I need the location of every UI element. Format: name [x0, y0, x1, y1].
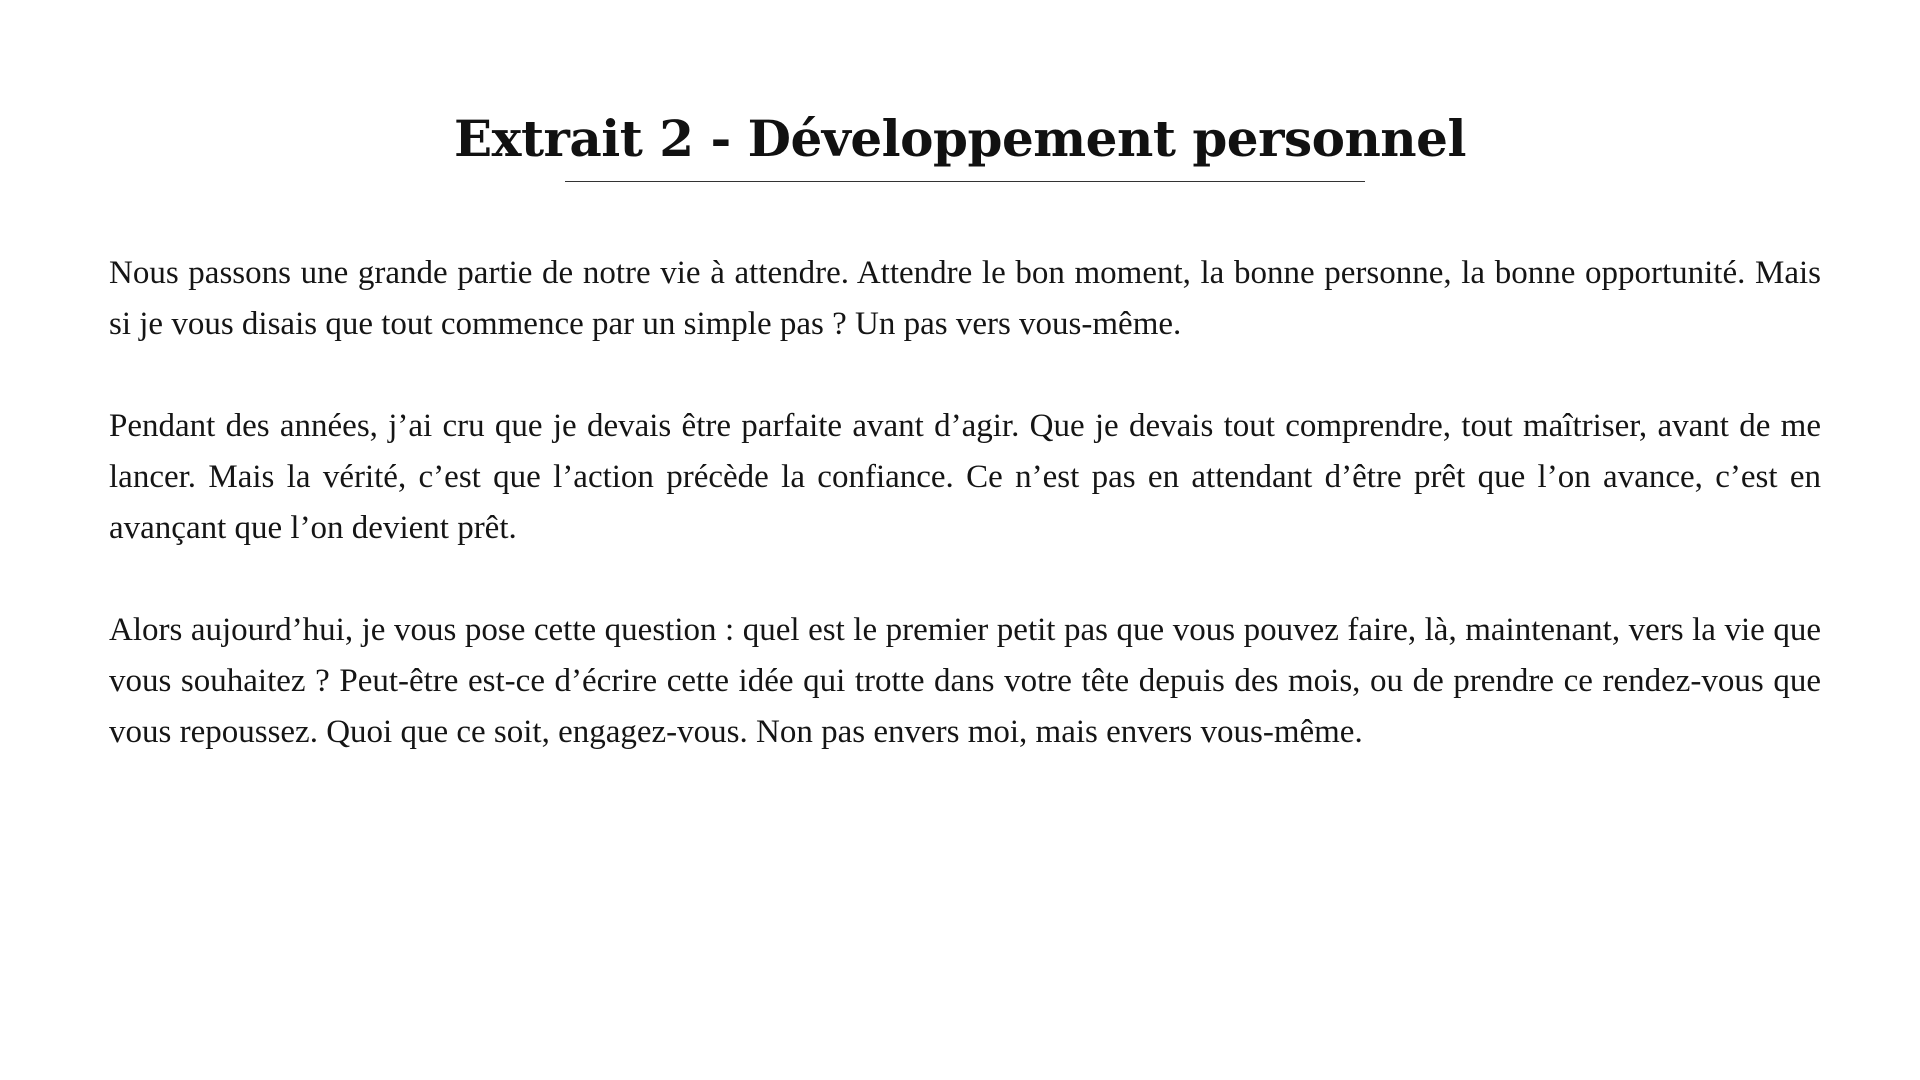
page-title: Extrait 2 - Développement personnel [454, 109, 1466, 168]
paragraph-2: Pendant des années, j’ai cru que je devais être parfaite avant d’agir. Que je devais tout comprendre, tout maîtriser, avant de me lancer. Mais la vérité, c’est que l’action précède la confiance. Ce n’est pas en attendant d’être prêt que l’on avance, c’est en avançant que l’on devient prêt. [109, 408, 1821, 546]
title-underline [565, 181, 1365, 182]
title-container [0, 108, 1920, 170]
paragraph-1: Nous passons une grande partie de notre vie à attendre. Attendre le bon moment, la bonne personne, la bonne opportunité. Mais si je vous disais que tout commence par un simple pas ? Un pas vers vous-même. [109, 255, 1821, 342]
document-body [109, 248, 1821, 809]
paragraph-3: Alors aujourd’hui, je vous pose cette question : quel est le premier petit pas que vous pouvez faire, là, maintenant, vers la vie que vous souhaitez ? Peut-être est-ce d’écrire cette idée qui trotte dans votre tête depuis des mois, ou de prendre ce rendez-vous que vous repoussez. Quoi que ce soit, engagez-vous. Non pas envers moi, mais envers vous-même. [109, 612, 1821, 750]
